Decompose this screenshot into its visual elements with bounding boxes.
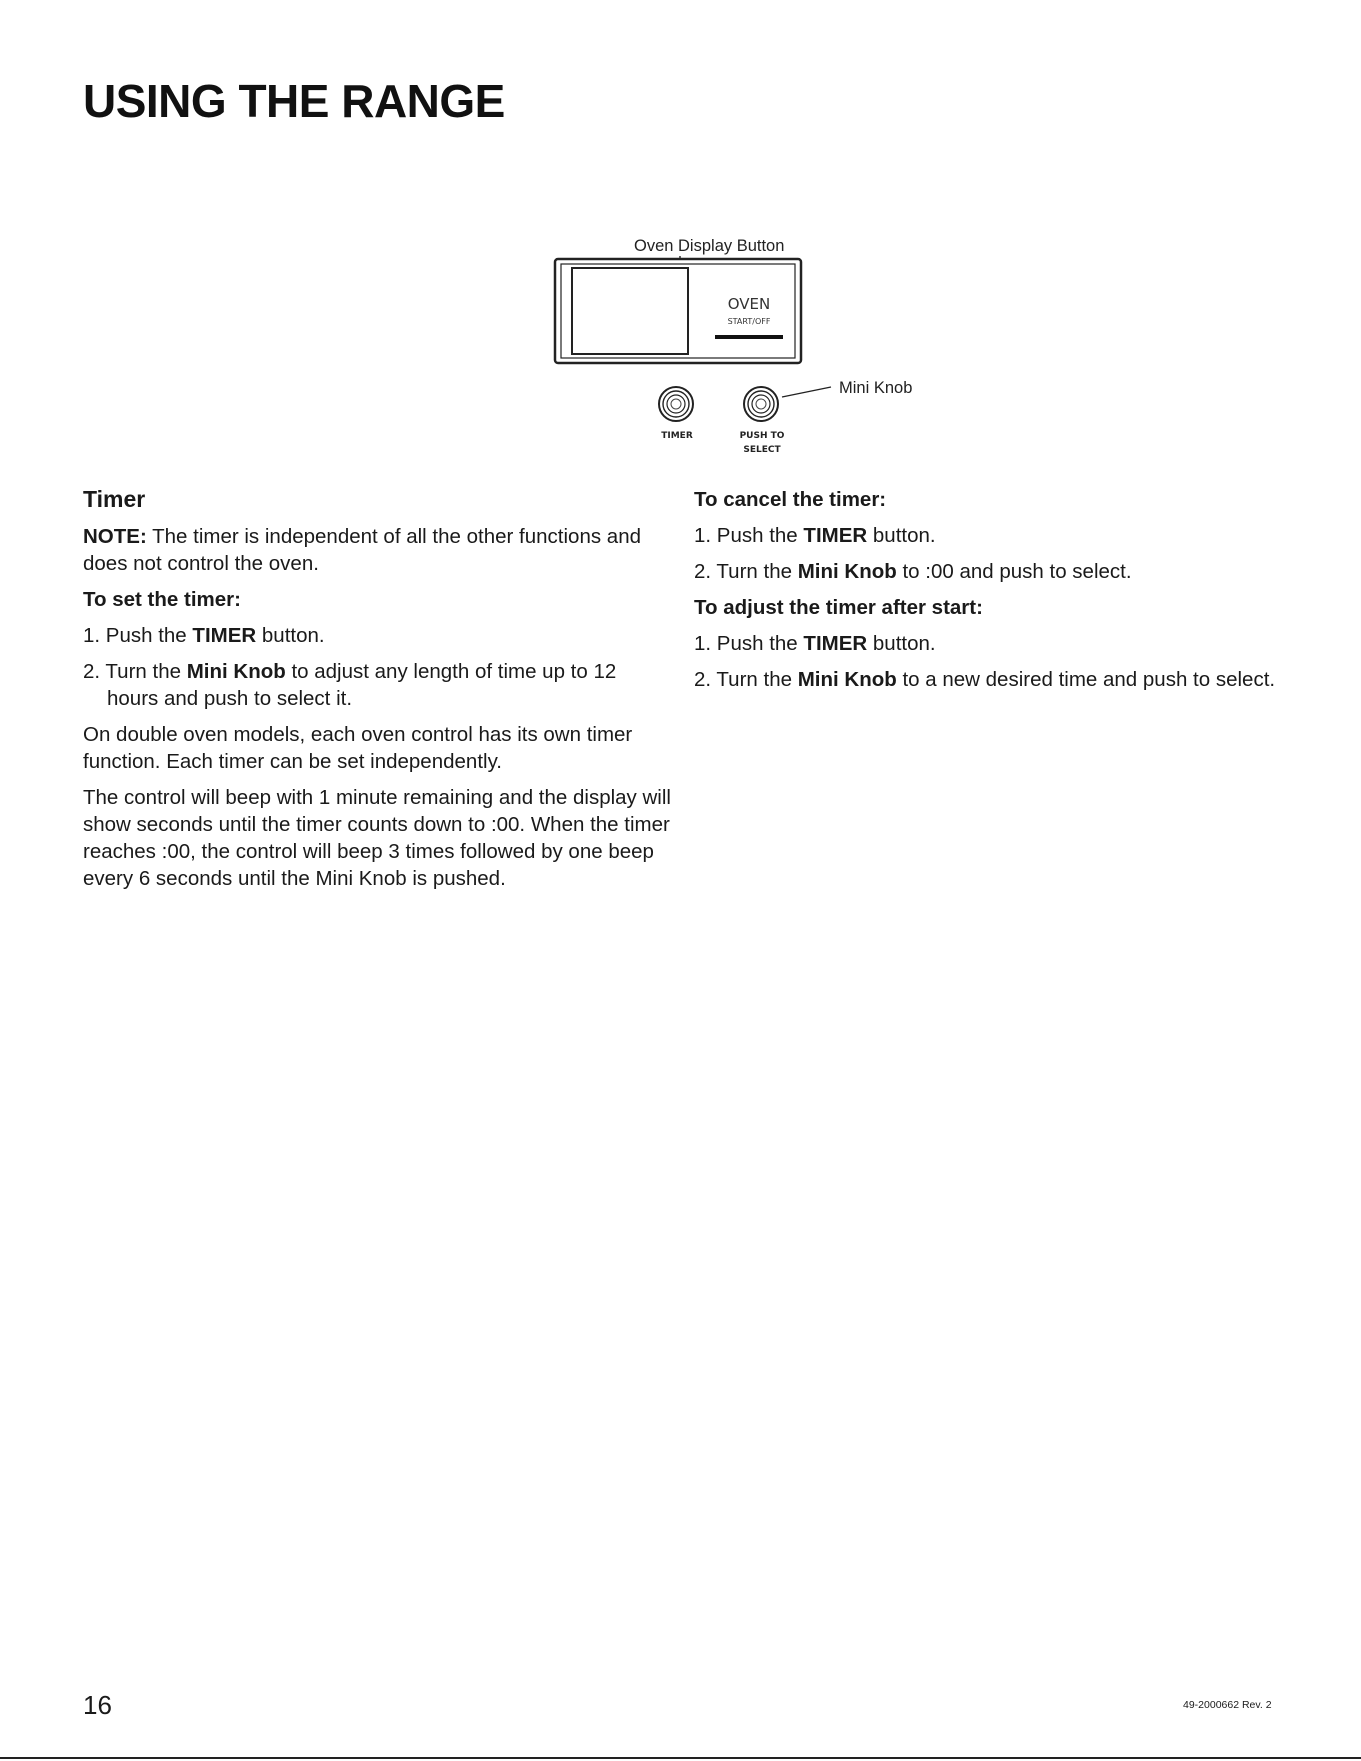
- adjust-timer-heading: To adjust the timer after start:: [694, 596, 983, 619]
- oven-button-bar: [715, 335, 783, 339]
- step-bold-text: TIMER: [803, 632, 868, 655]
- step-text: to adjust any length of time up to 12 hours and push to select it.: [107, 660, 617, 710]
- start-off-label: START/OFF: [727, 317, 771, 326]
- right-column: [694, 486, 1294, 693]
- beep-paragraph: The control will beep with 1 minute remaining and the display will show seconds until the timer counts down to :00. When the timer reaches :00, the control will beep 3 times followed by one beep every 6 seconds until the Mini Knob is pushed.: [83, 786, 671, 890]
- oven-button-label: OVEN: [727, 295, 771, 313]
- mini-knob-leader-line: [782, 387, 831, 397]
- push-to-select-label-line2: SELECT: [743, 445, 781, 455]
- step-bold-text: Mini Knob: [186, 660, 286, 683]
- cancel-timer-heading: To cancel the timer:: [694, 488, 887, 511]
- timer-heading: Timer: [83, 486, 146, 512]
- step-text: 1. Push the: [83, 624, 193, 647]
- timer-knob-label: TIMER: [661, 431, 693, 441]
- step-text: 2. Turn the: [694, 560, 798, 583]
- left-column: [83, 484, 673, 892]
- mini-knob-icon: [744, 387, 778, 421]
- cancel-timer-step-2: [694, 558, 1294, 585]
- double-oven-paragraph: On double oven models, each oven control has its own timer function. Each timer can be set independently.: [83, 723, 633, 773]
- note-text: The timer is independent of all the other functions and does not control the oven.: [83, 525, 641, 575]
- mini-knob-label: Mini Knob: [839, 379, 913, 397]
- page-number: 16: [83, 1690, 112, 1720]
- step-text: 2. Turn the: [83, 660, 187, 683]
- push-to-select-label-line1: PUSH TO: [739, 431, 785, 441]
- step-bold-text: TIMER: [192, 624, 257, 647]
- step-text: button.: [256, 624, 325, 647]
- step-text: to :00 and push to select.: [896, 560, 1132, 583]
- footer-rule: [0, 1757, 1361, 1759]
- adjust-timer-step-2: [694, 666, 1294, 693]
- step-text: button.: [867, 632, 936, 655]
- step-bold-text: TIMER: [803, 524, 868, 547]
- document-code: 49-2000662 Rev. 2: [1183, 1699, 1272, 1711]
- page-title: USING THE RANGE: [83, 75, 505, 127]
- step-text: 2. Turn the: [694, 668, 798, 691]
- set-timer-step-1: [83, 622, 673, 649]
- note-label: NOTE:: [83, 525, 147, 548]
- step-text: to a new desired time and push to select.: [896, 668, 1276, 691]
- display-window: [572, 268, 688, 354]
- step-text: 1. Push the: [694, 524, 804, 547]
- step-text: 1. Push the: [694, 632, 804, 655]
- adjust-timer-step-1: [694, 630, 1294, 657]
- note-paragraph: [83, 523, 673, 577]
- step-bold-text: Mini Knob: [797, 668, 897, 691]
- set-timer-heading: To set the timer:: [83, 588, 241, 611]
- control-panel-diagram: [0, 0, 1361, 470]
- cancel-timer-step-1: [694, 522, 1294, 549]
- step-bold-text: Mini Knob: [797, 560, 897, 583]
- timer-knob-icon: [659, 387, 693, 421]
- set-timer-step-2: [83, 658, 673, 712]
- oven-display-button-label: Oven Display Button: [634, 237, 785, 255]
- step-text: button.: [867, 524, 936, 547]
